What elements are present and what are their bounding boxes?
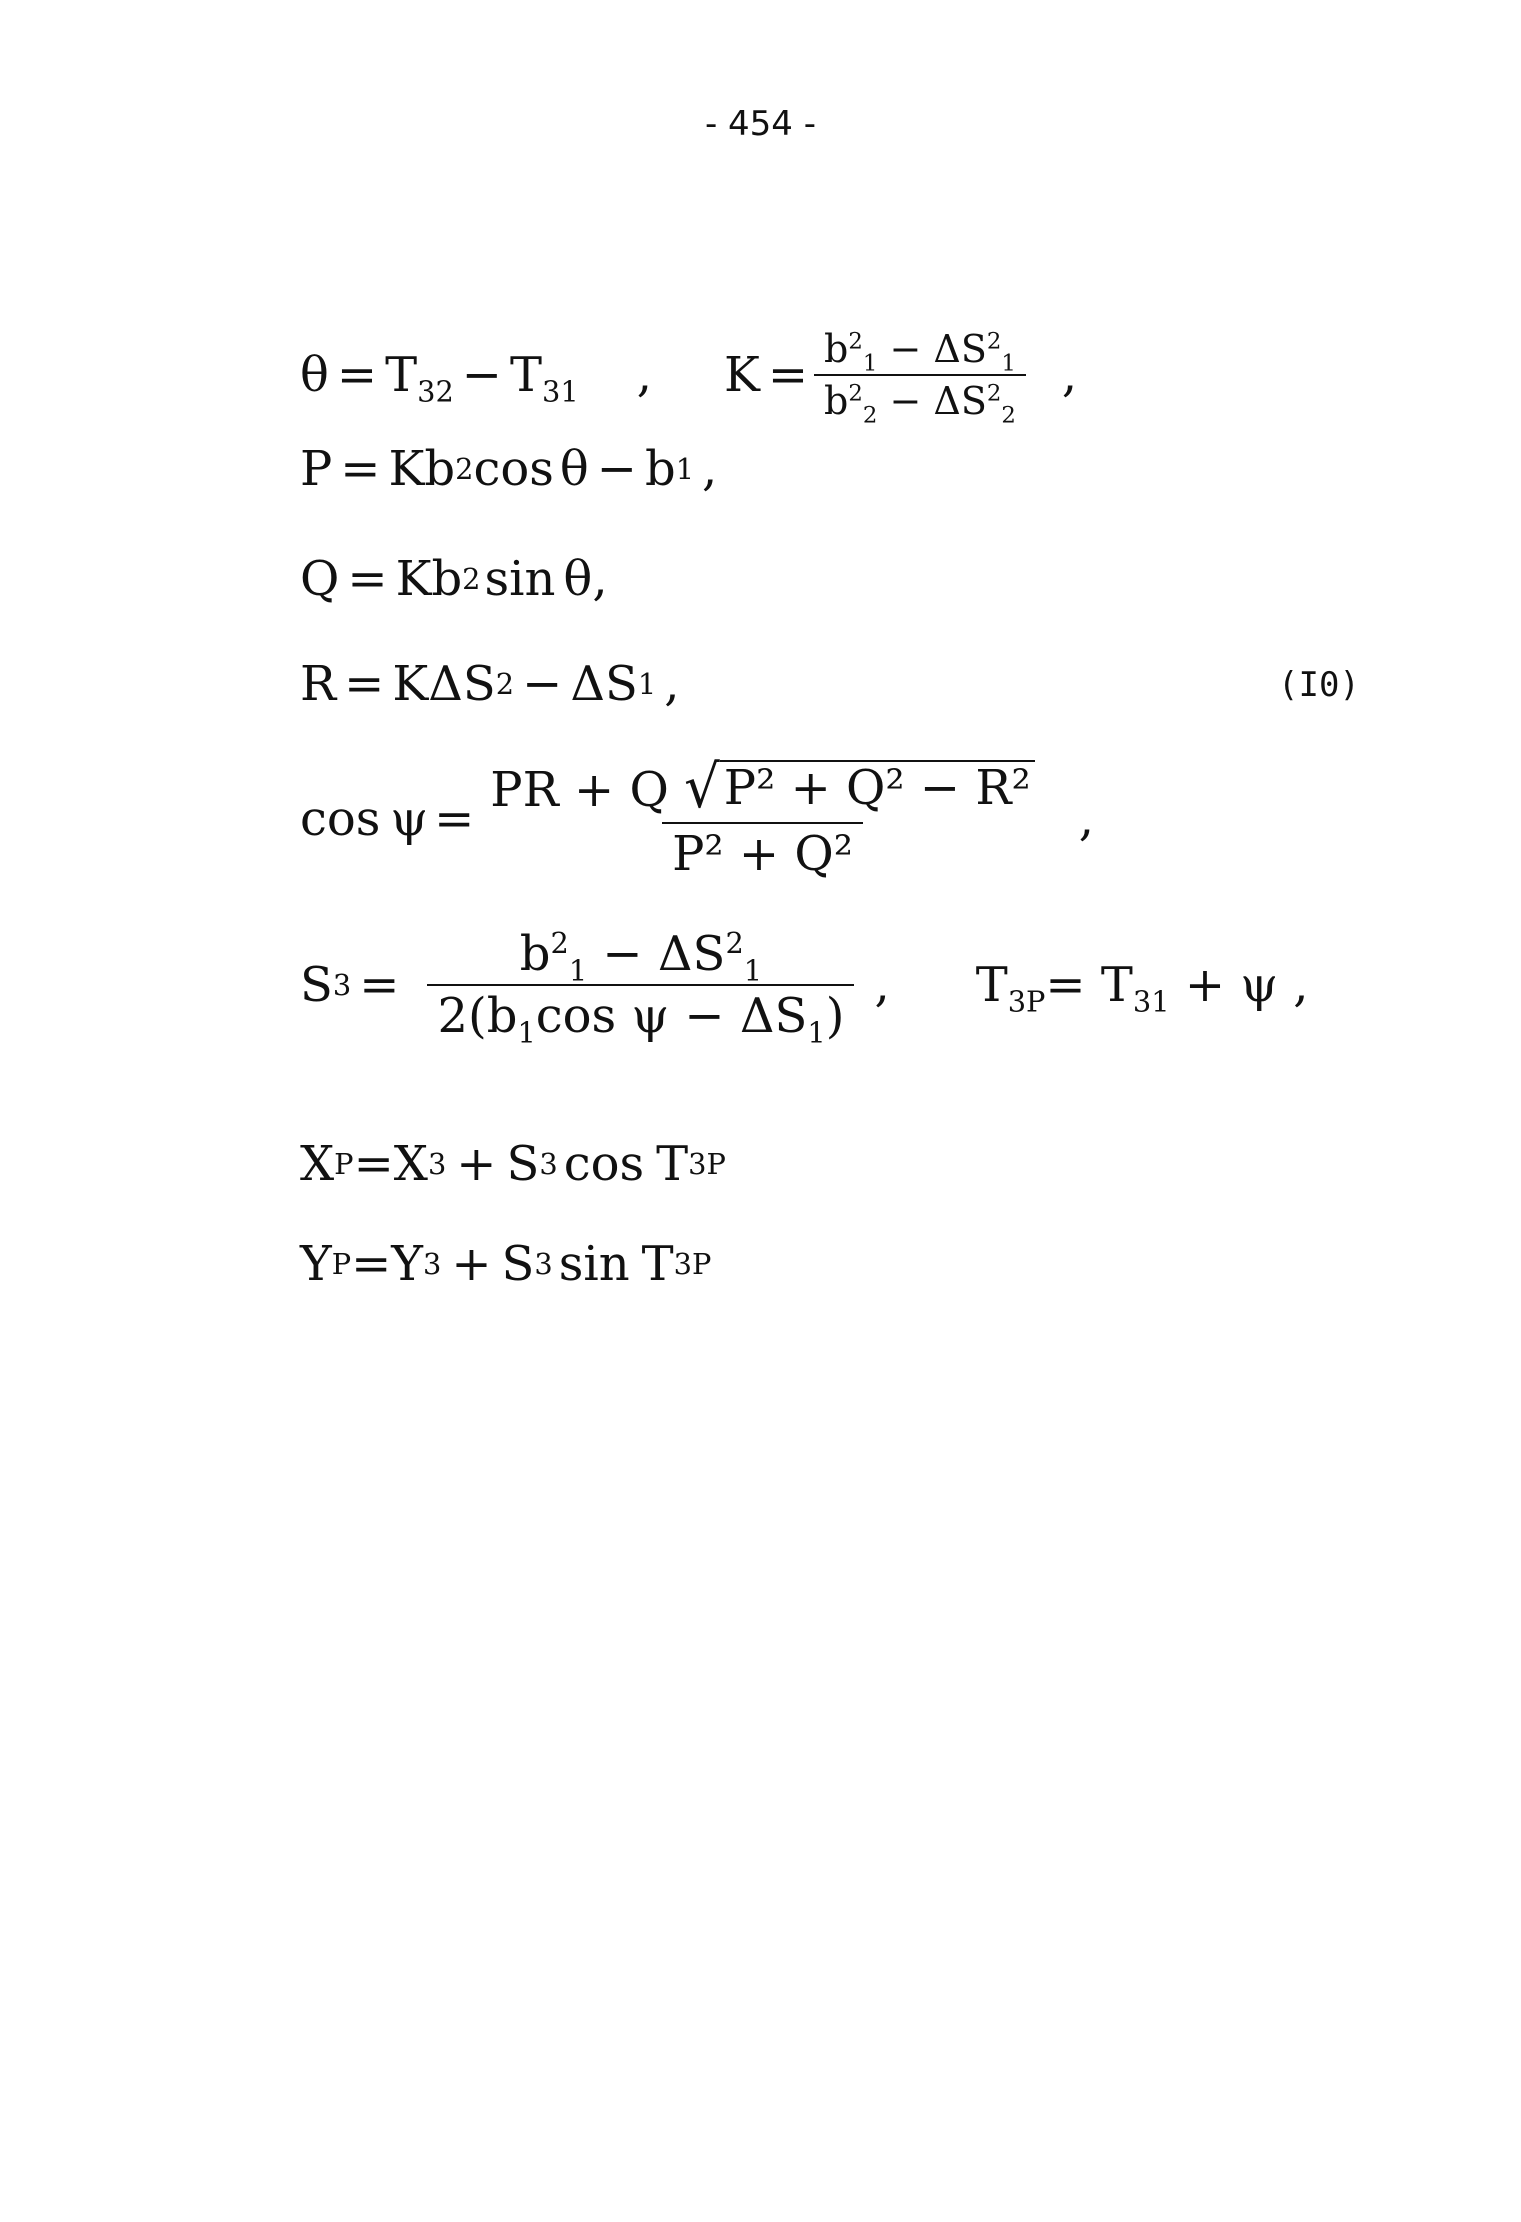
equation-xp: X P = X 3 + S 3 cos T 3P — [300, 1136, 726, 1192]
t31: $T_{31}$ — [510, 347, 579, 409]
k-symbol: K — [723, 347, 760, 403]
s3-fraction: $\frac{b^2_1 - \Delta S^2_1}{2(b_1\cos \psi - \Delta S_1)}$ — [427, 930, 854, 1040]
equation-number: (I0) — [1278, 665, 1360, 705]
t32: $T_{32}$ — [385, 347, 454, 409]
square-root: √ P² + Q² − R² — [684, 760, 1035, 816]
equation-theta-k: θ = $T_{32}$ − $T_{31}$ , K = $\frac{b^2_1 - \Delta S^2_1}{b^2_2 - \Delta S^2_2}$ , — [300, 327, 1078, 429]
equation-yp: Y P = Y 3 + S 3 sin T 3P — [300, 1236, 712, 1292]
t3p-equation: $T_{3P}= T_{31} + \psi$ , — [975, 957, 1309, 1019]
theta-symbol: θ — [300, 347, 329, 403]
equation-q: Q = K b 2 sin θ , — [300, 551, 608, 607]
k-fraction: $\frac{b^2_1 - \Delta S^2_1}{b^2_2 - \Delta S^2_2}$ — [814, 330, 1026, 420]
equation-r: R = KΔ S 2 − Δ S 1 , — [300, 656, 680, 712]
equation-p: P = K b 2 cos θ − b 1 , — [300, 441, 718, 497]
equation-s3: S 3 = $\frac{b^2_1 - \Delta S^2_1}{2(b_1\cos \psi - \Delta S_1)}$ , $T_{3P}= T_{31} + \psi$ , — [300, 926, 1309, 1050]
cos-psi-fraction: PR + Q √ P² + Q² − R² P² + Q² — [480, 760, 1044, 878]
page-number: - 454 - — [704, 104, 817, 144]
equation-cos-psi: cos ψ = PR + Q √ P² + Q² − R² P² + Q² , — [300, 753, 1095, 882]
